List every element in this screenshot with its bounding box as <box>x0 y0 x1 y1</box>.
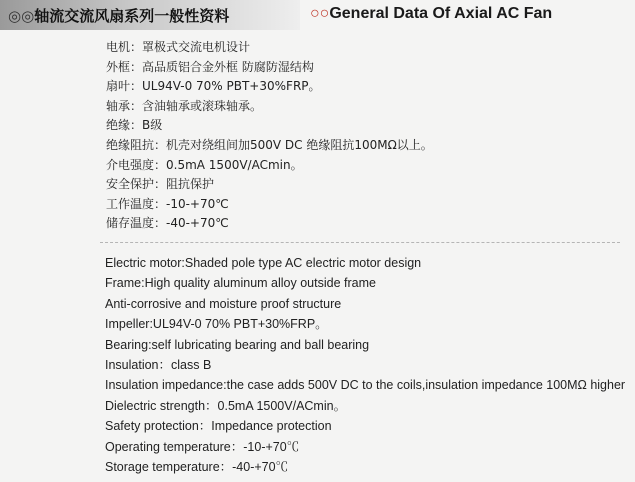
spec-line: 储存温度：-40-+70℃ <box>106 216 229 231</box>
spec-line: 外框：高品质铝合金外框 防腐防湿结构 <box>106 59 314 74</box>
spec-line: Insulation impedance:the case adds 500V DC to the coils,insulation impedance 100MΩ higher <box>105 378 626 393</box>
chinese-title-text: 轴流交流风扇系列一般性资料 <box>34 7 230 25</box>
spec-line: 轴承：含油轴承或滚珠轴承。 <box>106 98 263 113</box>
spec-line: 电机：罩极式交流电机设计 <box>106 40 251 54</box>
spec-line: 绝缘：B级 <box>106 118 163 133</box>
english-spec-list <box>105 253 630 477</box>
spec-line: 扇叶：UL94V-0 70% PBT+30%FRP。 <box>106 79 321 94</box>
english-title <box>310 5 552 23</box>
spec-line: Frame:High quality aluminum alloy outside frame <box>105 276 376 291</box>
spec-line: Bearing:self lubricating bearing and ball bearing <box>105 337 370 352</box>
spec-line: Insulation：class B <box>105 357 212 372</box>
page-header <box>0 0 635 30</box>
spec-line: 工作温度：-10-+70℃ <box>106 196 229 211</box>
spec-line: Electric motor:Shaded pole type AC electric motor design <box>105 256 422 270</box>
section-divider <box>100 242 620 243</box>
spec-line: Storage temperature：-40-+70℃ <box>105 459 289 474</box>
double-circle-icon: ◎◎ <box>8 7 35 25</box>
chinese-spec-list <box>106 38 606 234</box>
spec-line: Safety protection：Impedance protection <box>105 419 332 434</box>
chinese-title <box>8 5 229 26</box>
spec-line: Operating temperature：-10-+70℃ <box>105 439 300 454</box>
spec-line: 安全保护：阻抗保护 <box>106 177 215 192</box>
spec-line: Anti-corrosive and moisture proof structure <box>105 296 342 311</box>
english-title-text: General Data Of Axial AC Fan <box>329 5 553 22</box>
circle-icon: ○○ <box>310 5 330 22</box>
spec-line: Dielectric strength：0.5mA 1500V/ACmin。 <box>105 398 347 413</box>
spec-line: 绝缘阻抗：机壳对绕组间加500V DC 绝缘阻抗100MΩ以上。 <box>106 137 433 152</box>
spec-line: 介电强度：0.5mA 1500V/ACmin。 <box>106 157 303 172</box>
spec-line: Impeller:UL94V-0 70% PBT+30%FRP。 <box>105 317 328 332</box>
